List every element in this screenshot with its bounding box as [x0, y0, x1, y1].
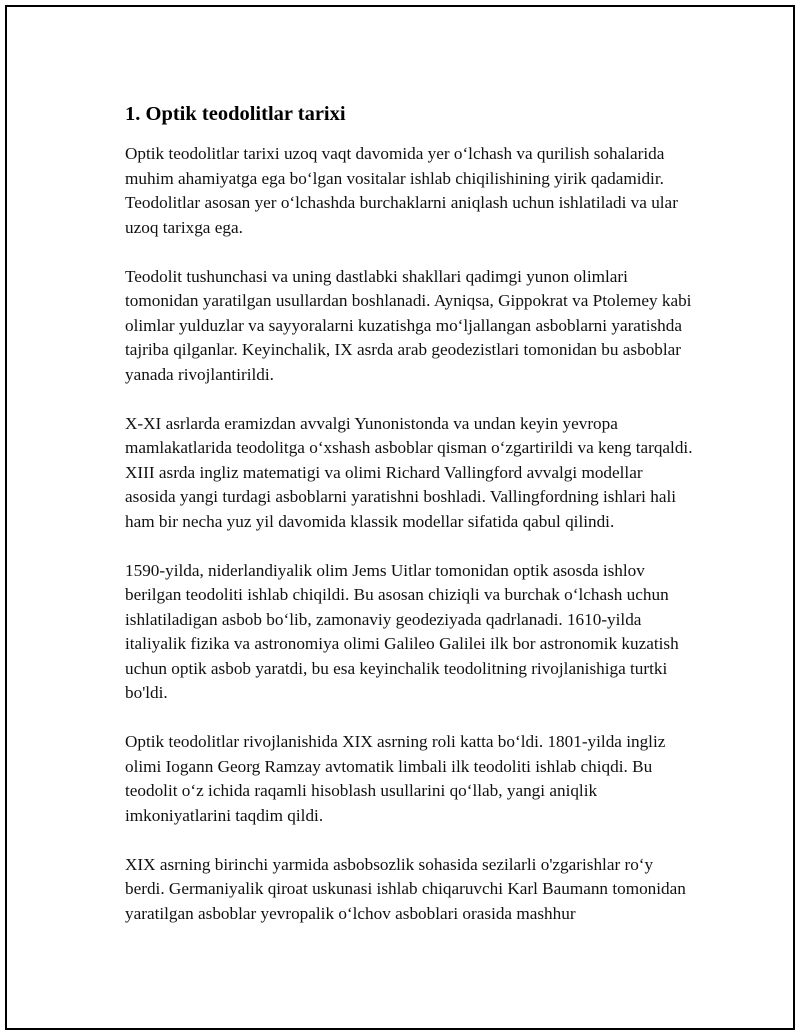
paragraph-4: 1590-yilda, niderlandiyalik olim Jems Uitlar tomonidan optik asosda ishlov berilgan teodoliti ishlab chiqildi. Bu asosan chiziqli va burchak o‘lchash uchun ishlatiladigan asbob bo‘lib, zamonaviy geodeziyada qadrlanadi. 1610-yilda italiyalik fizika va astronomiya olimi Galileo Galilei ilk bor astronomik kuzatish uchun optik asbob yaratdi, bu esa keyinchalik teodolitning rivojlanishiga turtki bo'ldi. [125, 560, 679, 702]
paragraph-1: Optik teodolitlar tarixi uzoq vaqt davomida yer o‘lchash va qurilish sohalarida muhim ahamiyatga ega bo‘lgan vositalar ishlab chiqilishining yirik qadamidir. Teodolitlar asosan yer o‘lchashda burchaklarni aniqlash uchun ishlatiladi va ular uzoq tarixga ega. [125, 144, 678, 237]
paragraph-5: Optik teodolitlar rivojlanishida XIX asrning roli katta bo‘ldi. 1801-yilda ingliz olimi Iogann Georg Ramzay avtomatik limbali ilk teodoliti ishlab chiqdi. Bu teodolit o‘z ichida raqamli hisoblash usullarini qo‘llab, yangi aniqlik imkoniyatlarini taqdim qildi. [125, 732, 666, 825]
section-heading: 1. Optik teodolitlar tarixi [125, 103, 346, 125]
page-frame [5, 5, 795, 1030]
paragraph-3: X-XI asrlarda eramizdan avvalgi Yunonistonda va undan keyin yevropa mamlakatlarida teodolitga o‘xshash asboblar qisman o‘zgartirildi va keng tarqaldi. XIII asrda ingliz matematigi va olimi Richard Vallingford avvalgi modellar asosida yangi turdagi asboblarni yaratishni boshladi. Vallingfordning ishlari hali ham bir necha yuz yil davomida klassik modellar sifatida qabul qilindi. [125, 413, 693, 531]
document-body [125, 100, 695, 951]
paragraph-2: Teodolit tushunchasi va uning dastlabki shakllari qadimgi yunon olimlari tomonidan yaratilgan usullardan boshlanadi. Ayniqsa, Gippokrat va Ptolemey kabi olimlar yulduzlar va sayyoralarni kuzatishga mo‘ljallangan asboblarni yaratishda tajriba qilganlar. Keyinchalik, IX asrda arab geodezistlari tomonidan bu asboblar yanada rivojlantirildi. [125, 266, 692, 384]
paragraph-6: XIX asrning birinchi yarmida asbobsozlik sohasida sezilarli o'zgarishlar ro‘y berdi. Germaniyalik qiroat uskunasi ishlab chiqaruvchi Karl Baumann tomonidan yaratilgan asboblar yevropalik o‘lchov asboblari orasida mashhur [125, 854, 686, 923]
